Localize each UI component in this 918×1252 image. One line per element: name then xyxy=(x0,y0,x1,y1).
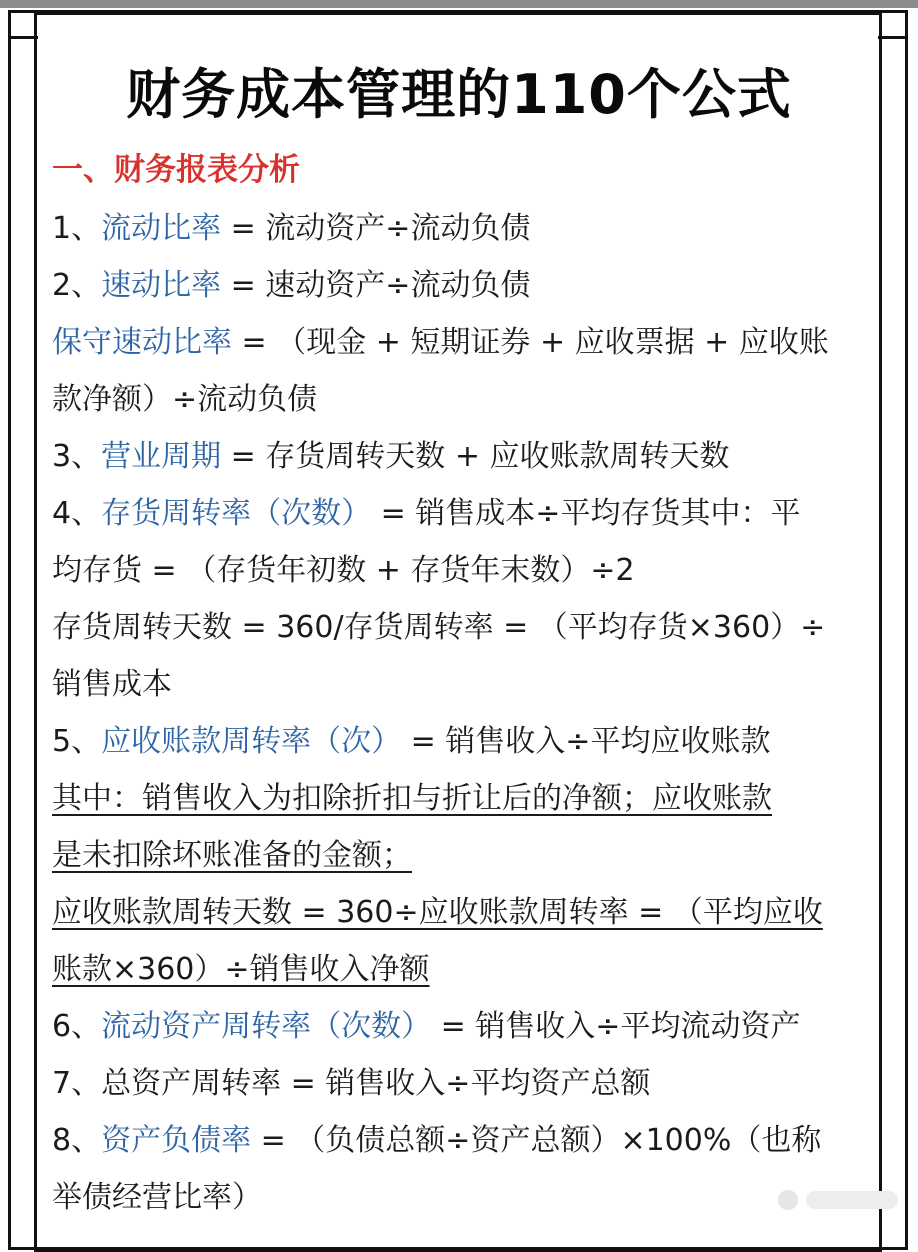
frame-corner-top-left xyxy=(8,36,38,39)
section-heading: 一、财务报表分析 xyxy=(52,152,300,188)
frame-corner-top-right xyxy=(878,36,908,39)
formula-definition: = （现金 + 短期证券 + 应收票据 + 应收账 xyxy=(232,325,829,360)
formula-line-8: 存货周转天数 = 360/存货周转率 = （平均存货×360）÷ xyxy=(52,610,826,645)
formula-line-2 xyxy=(52,257,852,314)
underlined-note: 是未扣除坏账准备的金额； xyxy=(52,838,412,873)
top-bar xyxy=(0,0,918,8)
formula-line-5 xyxy=(52,428,852,485)
formula-term: 保守速动比率 xyxy=(52,325,232,360)
formula-line-17 xyxy=(52,1112,852,1169)
formula-term: 营业周期 xyxy=(101,439,222,474)
formula-line-12 xyxy=(52,827,852,884)
item-number: 2、 xyxy=(52,268,102,303)
formula-term: 资产负债率 xyxy=(101,1123,252,1158)
formula-definition: = 速动资产÷流动负债 xyxy=(221,268,531,303)
watermark-bar xyxy=(806,1191,898,1209)
item-number: 4、 xyxy=(52,496,102,531)
formula-list xyxy=(52,200,852,1226)
formula-definition: = 存货周转天数 + 应收账款周转天数 xyxy=(221,439,730,474)
formula-definition: 总资产周转率 = 销售收入÷平均资产总额 xyxy=(101,1066,651,1101)
formula-line-1 xyxy=(52,200,852,257)
formula-definition: = 销售成本÷平均存货其中：平 xyxy=(371,496,801,531)
formula-line-4: 款净额）÷流动负债 xyxy=(52,382,318,417)
formula-line-14 xyxy=(52,941,852,998)
formula-line-3 xyxy=(52,314,852,371)
formula-line-18: 举债经营比率） xyxy=(52,1180,262,1215)
formula-term: 流动资产周转率（次数） xyxy=(101,1009,432,1044)
underlined-note: 其中：销售收入为扣除折扣与折让后的净额；应收账款 xyxy=(52,781,772,816)
formula-line-10 xyxy=(52,713,852,770)
formula-term: 存货周转率（次数） xyxy=(101,496,372,531)
item-number: 5、 xyxy=(52,724,102,759)
item-number: 3、 xyxy=(52,439,102,474)
formula-term: 应收账款周转率（次） xyxy=(101,724,402,759)
formula-line-9: 销售成本 xyxy=(52,667,172,702)
page-title: 财务成本管理的110个公式 xyxy=(126,63,792,126)
formula-line-7: 均存货 = （存货年初数 + 存货年末数）÷2 xyxy=(52,553,635,588)
underlined-note: 应收账款周转天数 = 360÷应收账款周转率 = （平均应收 xyxy=(52,895,823,930)
item-number: 8、 xyxy=(52,1123,102,1158)
formula-line-6 xyxy=(52,485,852,542)
formula-definition: = 销售收入÷平均流动资产 xyxy=(431,1009,801,1044)
formula-definition: = 流动资产÷流动负债 xyxy=(221,211,531,246)
watermark-logo-icon xyxy=(778,1190,798,1210)
formula-definition: = 销售收入÷平均应收账款 xyxy=(401,724,771,759)
formula-line-11 xyxy=(52,770,852,827)
underlined-note: 账款×360）÷销售收入净额 xyxy=(52,952,430,987)
formula-line-15 xyxy=(52,998,852,1055)
item-number: 7、 xyxy=(52,1066,102,1101)
formula-term: 速动比率 xyxy=(101,268,222,303)
watermark xyxy=(778,1190,898,1210)
item-number: 6、 xyxy=(52,1009,102,1044)
formula-line-16 xyxy=(52,1055,852,1112)
formula-definition: = （负债总额÷资产总额）×100%（也称 xyxy=(251,1123,822,1158)
formula-line-13 xyxy=(52,884,852,941)
formula-term: 流动比率 xyxy=(101,211,222,246)
item-number: 1、 xyxy=(52,211,102,246)
